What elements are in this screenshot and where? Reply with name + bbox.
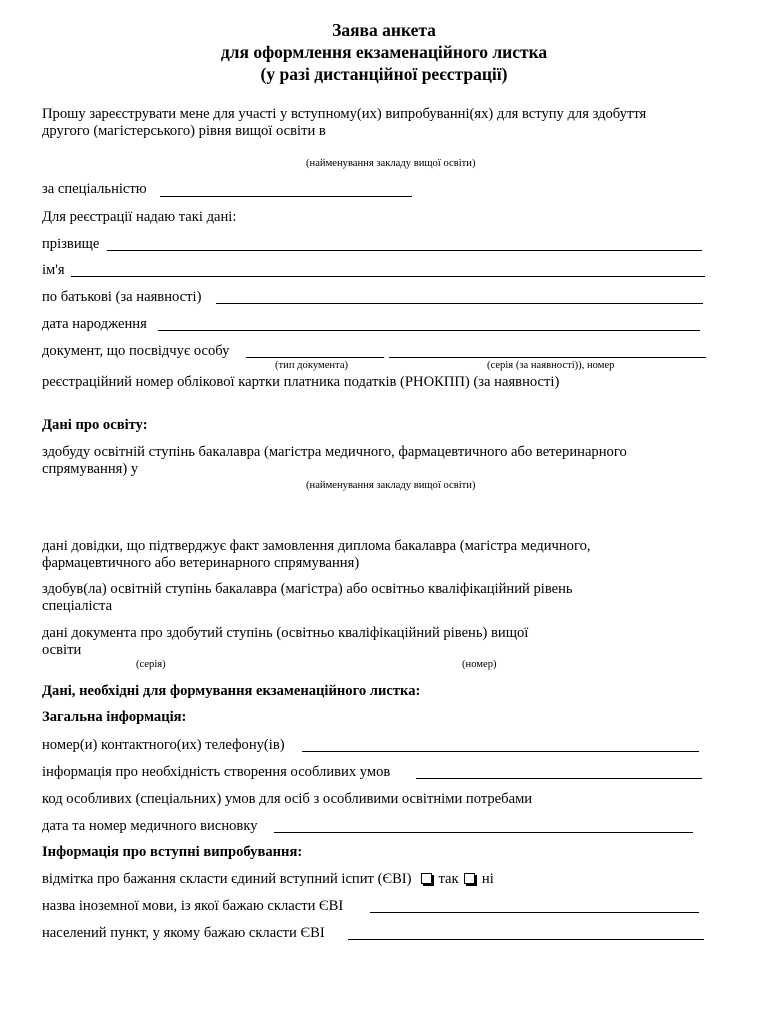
phones-field[interactable] <box>302 751 699 752</box>
general-info-heading: Загальна інформація: <box>42 709 187 725</box>
phones-label: номер(и) контактного(их) телефону(ів) <box>42 737 285 753</box>
obtaining-degree-line2: спрямування) у <box>42 461 139 477</box>
evi-row <box>42 871 494 888</box>
birth-date-field[interactable] <box>158 330 700 331</box>
exam-sheet-heading: Дані, необхідні для формування екзаменаційного листка: <box>42 683 421 699</box>
tax-number-label: реєстраційний номер облікової картки платника податків (РНОКПП) (за наявності) <box>42 374 560 390</box>
foreign-language-label: назва іноземної мови, із якої бажаю скласти ЄВІ <box>42 898 344 914</box>
specialty-field[interactable] <box>160 196 412 197</box>
education-institution-hint: (найменування закладу вищої освіти) <box>306 480 476 491</box>
patronymic-label: по батькові (за наявності) <box>42 289 202 305</box>
degree-document-line2: освіти <box>42 642 82 658</box>
id-document-label: документ, що посвідчує особу <box>42 343 230 359</box>
evi-yes-checkbox[interactable] <box>421 873 432 884</box>
locality-label: населений пункт, у якому бажаю скласти ЄВІ <box>42 925 325 941</box>
obtained-degree-line1: здобув(ла) освітній ступінь бакалавра (магістра) або освітньо кваліфікаційний рівень <box>42 581 573 597</box>
certificate-line2: фармацевтичного або ветеринарного спрямування) <box>42 555 360 571</box>
medical-conclusion-label: дата та номер медичного висновку <box>42 818 258 834</box>
specialty-label: за спеціальністю <box>42 181 147 197</box>
degree-document-line1: дані документа про здобутий ступінь (освітньо кваліфікаційний рівень) вищої <box>42 625 529 641</box>
medical-conclusion-field[interactable] <box>274 832 693 833</box>
data-intro: Для реєстрації надаю такі дані: <box>42 209 237 225</box>
birth-date-label: дата народження <box>42 316 147 332</box>
name-field[interactable] <box>71 276 705 277</box>
surname-label: прізвище <box>42 236 100 252</box>
education-heading: Дані про освіту: <box>42 417 148 433</box>
number-hint: (номер) <box>462 659 497 670</box>
special-code-label: код особливих (спеціальних) умов для осіб з особливими освітніми потребами <box>42 791 533 807</box>
doc-series-hint: (серія (за наявності)), номер <box>487 360 615 371</box>
surname-field[interactable] <box>107 250 702 251</box>
obtaining-degree-line1: здобуду освітній ступінь бакалавра (магістра медичного, фармацевтичного або ветеринарного <box>42 444 627 460</box>
tests-heading: Інформація про вступні випробування: <box>42 844 303 860</box>
certificate-line1: дані довідки, що підтверджує факт замовлення диплома бакалавра (магістра медичного, <box>42 538 591 554</box>
request-text-line1: Прошу зареєструвати мене для участі у вступному(их) випробуванні(ях) для вступу для здобуття <box>42 106 647 122</box>
form-title: Заява анкета <box>332 20 436 40</box>
name-label: ім'я <box>42 262 65 278</box>
institution-hint: (найменування закладу вищої освіти) <box>306 158 476 169</box>
evi-label: відмітка про бажання скласти єдиний вступний іспит (ЄВІ) <box>42 871 412 887</box>
patronymic-field[interactable] <box>216 303 703 304</box>
evi-yes-label: так <box>438 871 459 887</box>
doc-series-number-field[interactable] <box>389 357 706 358</box>
doc-type-hint: (тип документа) <box>275 360 349 371</box>
form-subtitle-note: (у разі дистанційної реєстрації) <box>260 64 508 84</box>
foreign-language-field[interactable] <box>370 912 699 913</box>
request-text-line2: другого (магістерського) рівня вищої освіти в <box>42 123 326 139</box>
special-conditions-field[interactable] <box>416 778 702 779</box>
obtained-degree-line2: спеціаліста <box>42 598 113 614</box>
series-hint: (серія) <box>136 659 166 670</box>
evi-no-label: ні <box>481 871 494 887</box>
doc-type-field[interactable] <box>246 357 384 358</box>
special-conditions-label: інформація про необхідність створення особливих умов <box>42 764 391 780</box>
evi-no-checkbox[interactable] <box>464 873 475 884</box>
form-subtitle: для оформлення екзаменаційного листка <box>220 42 548 62</box>
locality-field[interactable] <box>348 939 704 940</box>
